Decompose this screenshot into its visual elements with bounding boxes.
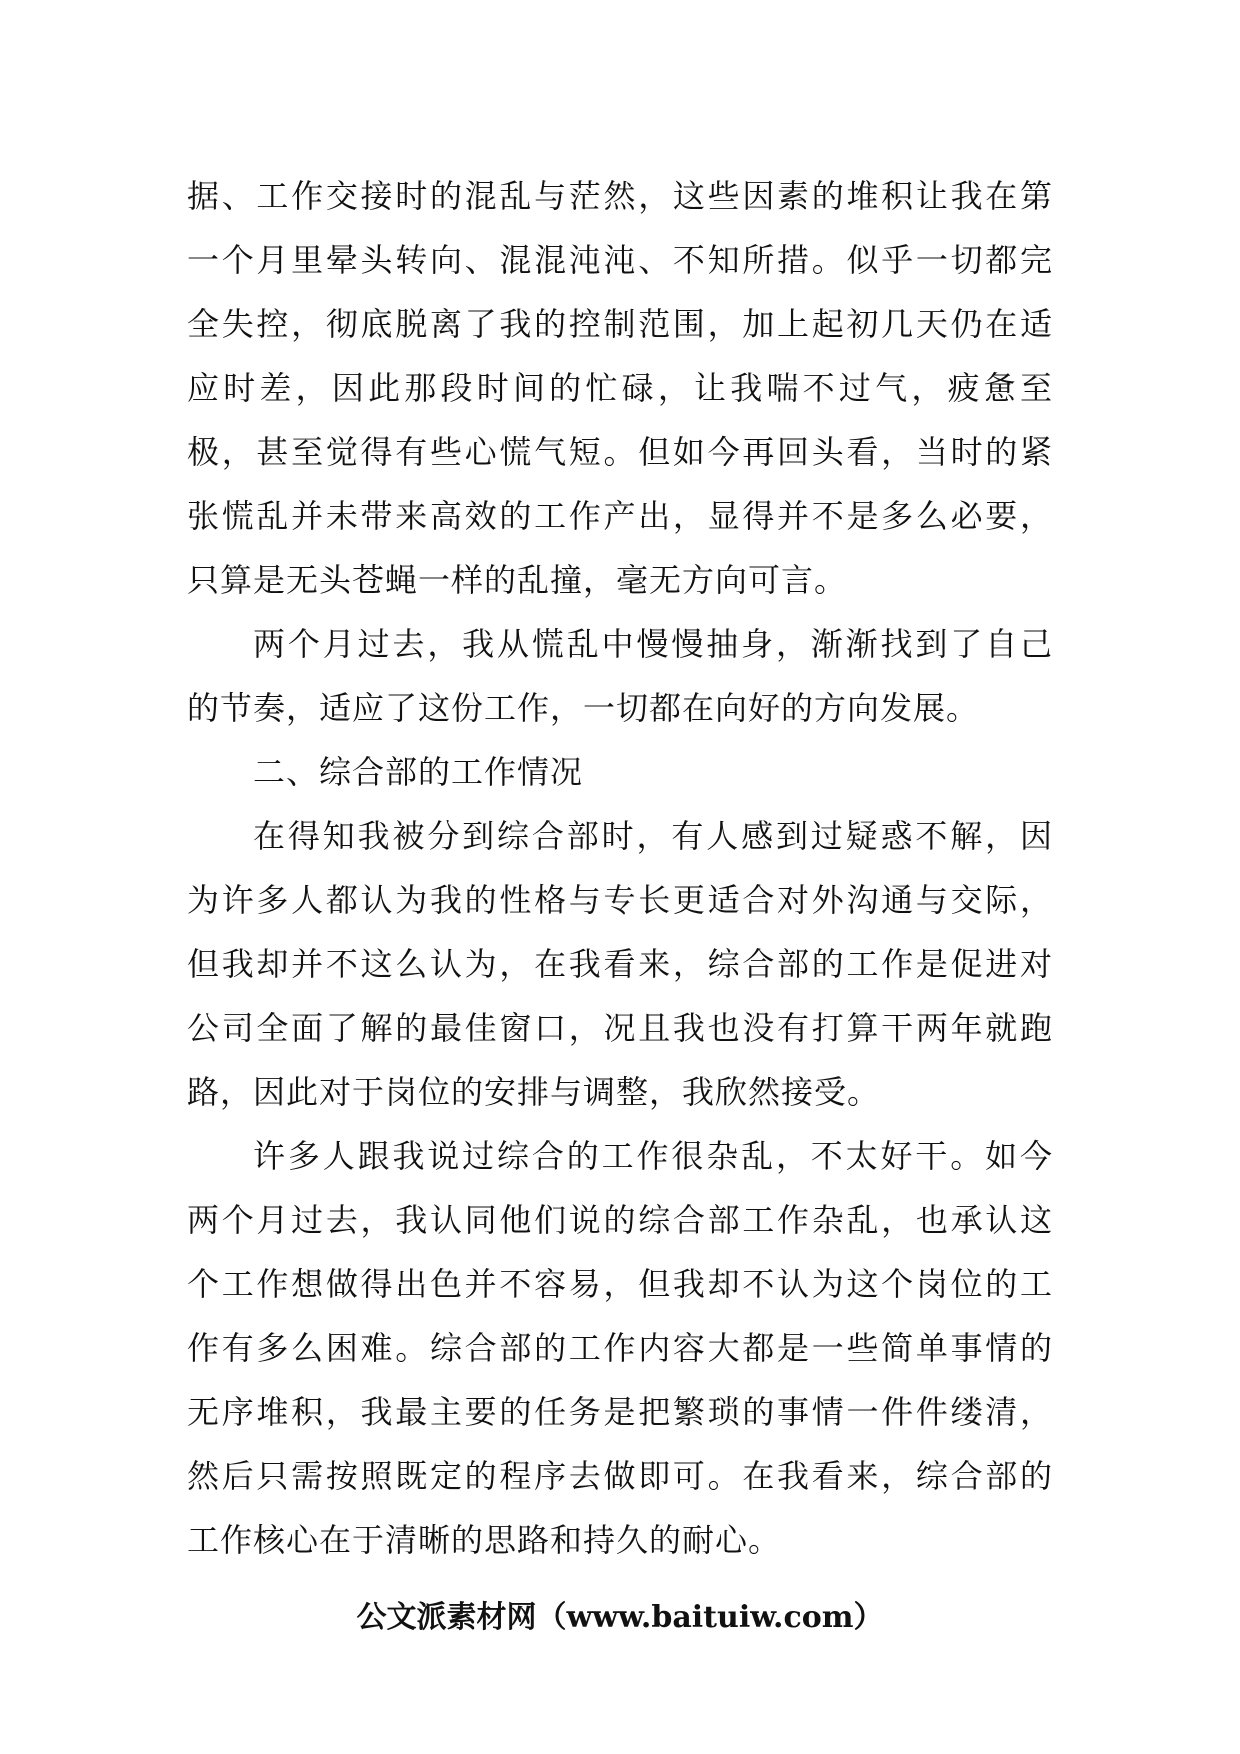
- paragraph-1-line-2: 一个月里晕头转向、混混沌沌、不知所措。似乎一切都完: [187, 241, 1053, 279]
- paragraph-1-line-3: 全失控，彻底脱离了我的控制范围，加上起初几天仍在适: [187, 305, 1053, 343]
- paragraph-2-line-1: 两个月过去，我从慌乱中慢慢抽身，渐渐找到了自己: [253, 625, 1053, 663]
- paragraph-4-line-5: 无序堆积，我最主要的任务是把繁琐的事情一件件缕清，: [187, 1393, 1053, 1431]
- section-heading: 二、综合部的工作情况: [253, 753, 584, 791]
- paragraph-3-line-4: 公司全面了解的最佳窗口，况且我也没有打算干两年就跑: [187, 1009, 1053, 1047]
- paragraph-4-line-3: 个工作想做得出色并不容易，但我却不认为这个岗位的工: [187, 1265, 1053, 1303]
- paragraph-4-line-4: 作有多么困难。综合部的工作内容大都是一些简单事情的: [187, 1329, 1053, 1367]
- paragraph-4-line-2: 两个月过去，我认同他们说的综合部工作杂乱，也承认这: [187, 1201, 1053, 1239]
- paragraph-1-line-1: 据、工作交接时的混乱与茫然，这些因素的堆积让我在第: [187, 177, 1053, 215]
- paragraph-4-line-6: 然后只需按照既定的程序去做即可。在我看来，综合部的: [187, 1457, 1053, 1495]
- paragraph-3-line-5: 路，因此对于岗位的安排与调整，我欣然接受。: [187, 1073, 881, 1111]
- paragraph-3-line-1: 在得知我被分到综合部时，有人感到过疑惑不解，因: [253, 817, 1053, 855]
- paragraph-4-line-7: 工作核心在于清晰的思路和持久的耐心。: [187, 1521, 782, 1559]
- document-body: [187, 164, 1053, 1572]
- paragraph-1-line-4: 应时差，因此那段时间的忙碌，让我喘不过气，疲惫至: [187, 369, 1053, 407]
- paragraph-3-line-2: 为许多人都认为我的性格与专长更适合对外沟通与交际，: [187, 881, 1053, 919]
- paragraph-1-line-5: 极，甚至觉得有些心慌气短。但如今再回头看，当时的紧: [187, 433, 1053, 471]
- paragraph-1-line-6: 张慌乱并未带来高效的工作产出，显得并不是多么必要，: [187, 497, 1053, 535]
- paragraph-4-line-1: 许多人跟我说过综合的工作很杂乱，不太好干。如今: [253, 1137, 1053, 1175]
- paragraph-2-line-2: 的节奏，适应了这份工作，一切都在向好的方向发展。: [187, 689, 980, 727]
- paragraph-3-line-3: 但我却并不这么认为，在我看来，综合部的工作是促进对: [187, 945, 1053, 983]
- footer-watermark: 公文派素材网（www.baituiw.com）: [356, 1600, 884, 1635]
- paragraph-1-line-7: 只算是无头苍蝇一样的乱撞，毫无方向可言。: [187, 561, 848, 599]
